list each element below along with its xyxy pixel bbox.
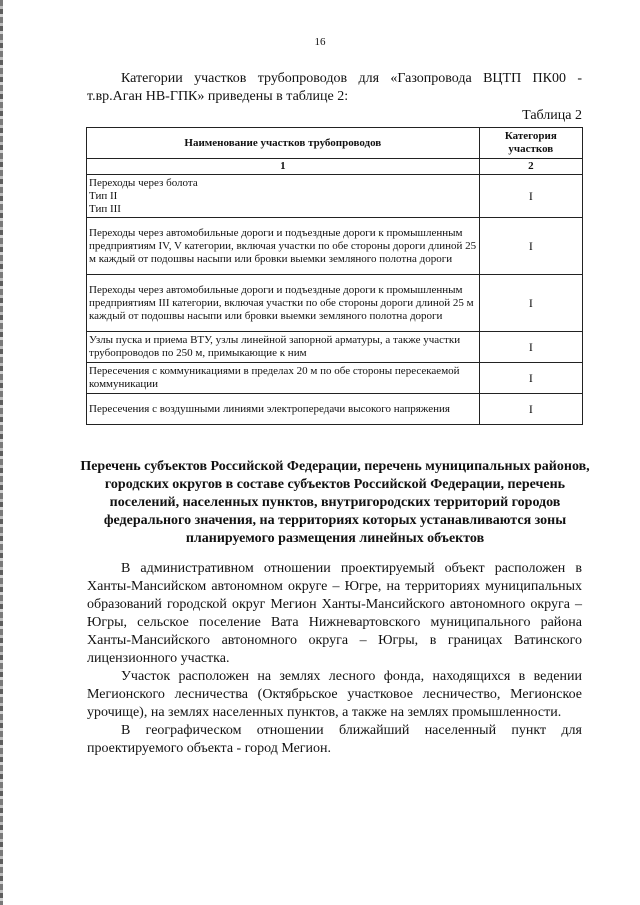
category-cell: I (479, 218, 582, 275)
category-cell: I (479, 332, 582, 363)
section-heading: Перечень субъектов Российской Федерации, перечень муниципальных районов, городских округов в составе субъектов Российской Федерации, перечень поселений, населенных пунктов, внутригородских территорий городов федерального значения, на территориях которых устанавливаются зоны планируемого размещения линейных объектов (80, 459, 590, 546)
scan-edge-decoration (0, 0, 3, 905)
section-name-line: Тип III (89, 202, 121, 215)
section-name-cell: Узлы пуска и приема ВТУ, узлы линейной запорной арматуры, а также участки трубопроводов по 250 м, примыкающие к ним (87, 332, 480, 363)
table-row (87, 363, 583, 394)
section-name-line: Переходы через болота (89, 176, 198, 189)
table-row (87, 275, 583, 332)
table-row (87, 394, 583, 425)
table-row (87, 332, 583, 363)
section-name-cell: Пересечения с коммуникациями в пределах 20 м по обе стороны пересекаемой коммуникации (87, 363, 480, 394)
category-cell: I (479, 394, 582, 425)
category-cell: I (479, 363, 582, 394)
intro-paragraph: Категории участков трубопроводов для «Газопровода ВЦТП ПК00 - т.вр.Аган НВ-ГПК» приведены в таблице 2: (87, 71, 582, 104)
body-paragraph: В административном отношении проектируемый объект расположен в Ханты-Мансийском автономном округе – Югре, на территориях муниципальных образований городской округ Мегион Ханты-Мансийского автономного округа – Югры, сельское поселение Вата Нижневартовского муниципального района Ханты-Мансийского автономного округа – Югры, в границах Ватинского лицензионного участка. (87, 561, 582, 666)
column-number-row (87, 159, 583, 175)
column-number-2: 2 (479, 159, 582, 175)
category-cell: I (479, 275, 582, 332)
header-category: Категория участков (479, 128, 582, 159)
section-name-line: Тип II (89, 189, 118, 202)
header-section-name: Наименование участков трубопроводов (87, 128, 480, 159)
section-name-cell (87, 175, 480, 218)
body-paragraph: В географическом отношении ближайший населенный пункт для проектируемого объекта - город Мегион. (87, 723, 582, 756)
page-number: 16 (314, 36, 326, 48)
table-row (87, 175, 583, 218)
pipeline-sections-table (86, 127, 583, 425)
body-text (87, 560, 582, 758)
column-number-1: 1 (87, 159, 480, 175)
table-row (87, 218, 583, 275)
section-name-cell: Переходы через автомобильные дороги и подъездные дороги к промышленным предприятиям IV, V категории, включая участки по обе стороны дороги длиной 25 м каждый от подошвы насыпи или бровки выемки земляного полотна дороги (87, 218, 480, 275)
section-name-cell: Пересечения с воздушными линиями электропередачи высокого напряжения (87, 394, 480, 425)
section-name-cell: Переходы через автомобильные дороги и подъездные дороги к промышленным предприятиям III категории, включая участки по обе стороны дороги длиной 25 м каждый от подошвы насыпи или бровки выемки земляного полотна дороги (87, 275, 480, 332)
body-paragraph: Участок расположен на землях лесного фонда, находящихся в ведении Мегионского лесничества (Октябрьское участковое лесничество, Мегионское урочище), на землях населенных пунктов, а также на землях промышленности. (87, 669, 582, 720)
category-cell: I (479, 175, 582, 218)
table-header-row (87, 128, 583, 159)
table-caption: Таблица 2 (522, 108, 582, 123)
